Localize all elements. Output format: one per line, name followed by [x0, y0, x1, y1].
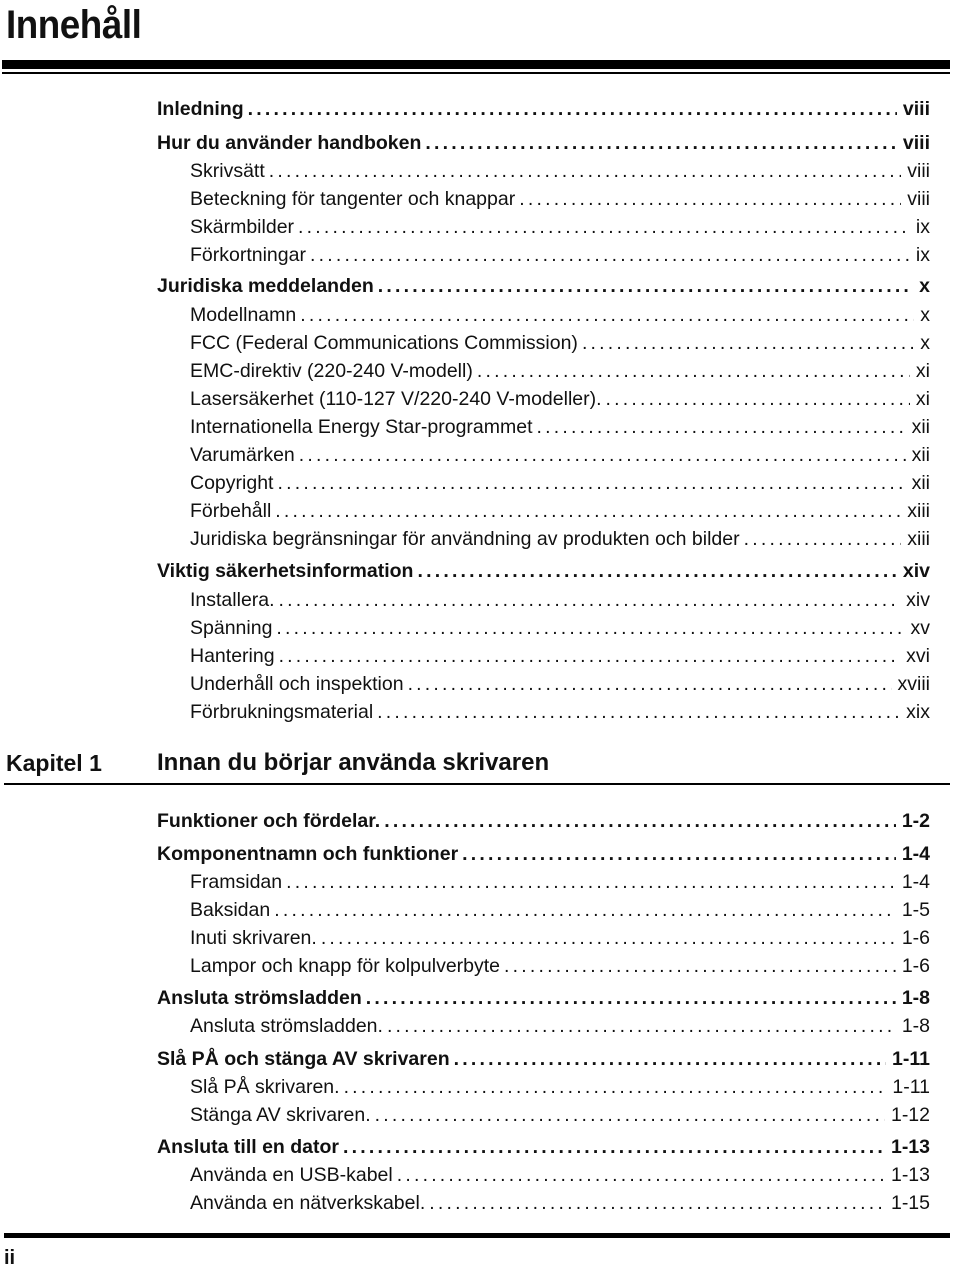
dot-leader	[279, 587, 901, 613]
toc-entry-label: Lampor och knapp för kolpulverbyte	[190, 955, 501, 977]
toc-entry-page: xvi	[906, 645, 930, 667]
title-rule	[2, 60, 950, 69]
toc-entry-page: 1-12	[890, 1104, 930, 1126]
toc-entry[interactable]	[190, 498, 930, 524]
toc-entry[interactable]	[190, 414, 930, 440]
dot-leader	[744, 526, 902, 552]
toc-entry[interactable]	[190, 302, 930, 328]
toc-entry-page: xix	[906, 701, 930, 723]
toc-entry[interactable]	[190, 953, 930, 979]
dot-leader	[366, 985, 896, 1011]
dot-leader	[519, 186, 901, 212]
dot-leader	[277, 470, 905, 496]
toc-entry-page: 1-4	[901, 871, 930, 893]
toc-entry-page: ix	[915, 216, 930, 238]
dot-leader	[582, 330, 914, 356]
toc-entry-page: xiii	[907, 528, 930, 550]
toc-entry[interactable]	[190, 1013, 930, 1039]
toc-entry-label: Förbehåll	[190, 500, 272, 522]
toc-entry-page: xviii	[897, 673, 930, 695]
dot-leader	[299, 442, 906, 468]
toc-entry-label: Inledning	[157, 98, 244, 120]
title-rule-thin	[2, 72, 950, 74]
footer-rule	[4, 1233, 950, 1238]
toc-entry-page: viii	[907, 160, 930, 182]
dot-leader	[377, 699, 900, 725]
dot-leader	[387, 1013, 896, 1039]
dot-leader	[321, 925, 896, 951]
toc-entry-label: Varumärken	[190, 444, 295, 466]
toc-entry-label: Beteckning för tangenter och knappar	[190, 188, 516, 210]
toc-entry[interactable]	[157, 558, 930, 584]
toc-entry-label: Förbrukningsmaterial	[190, 701, 374, 723]
dot-leader	[384, 808, 896, 834]
toc-entry-label: Ansluta strömsladden	[157, 987, 362, 1009]
dot-leader	[417, 558, 896, 584]
toc-entry-label: Viktig säkerhetsinformation	[157, 560, 414, 582]
toc-entry[interactable]	[190, 470, 930, 496]
dot-leader	[429, 1190, 885, 1216]
toc-entry[interactable]	[157, 273, 930, 299]
toc-entry-page: 1-5	[901, 899, 930, 921]
dot-leader	[298, 214, 910, 240]
toc-entry-label: Lasersäkerhet (110-127 V/220-240 V-modeller).	[190, 388, 602, 410]
toc-entry-label: Ansluta till en dator	[157, 1136, 340, 1158]
toc-entry[interactable]	[190, 1102, 930, 1128]
toc-entry-page: xii	[911, 444, 930, 466]
toc-entry-page: 1-6	[901, 955, 930, 977]
toc-entry-label: Använda en nätverkskabel.	[190, 1192, 426, 1214]
toc-entry-page: xiv	[906, 589, 930, 611]
toc-entry-page: x	[920, 304, 930, 326]
dot-leader	[343, 1134, 885, 1160]
toc-entry-label: Hantering	[190, 645, 275, 667]
dot-leader	[425, 130, 897, 156]
toc-entry[interactable]	[190, 442, 930, 468]
dot-leader	[275, 498, 901, 524]
toc-entry-label: Stänga AV skrivaren.	[190, 1104, 371, 1126]
toc-entry[interactable]	[190, 242, 930, 268]
toc-entry[interactable]	[157, 841, 930, 867]
toc-entry-label: Spänning	[190, 617, 273, 639]
toc-entry-page: viii	[902, 132, 930, 154]
dot-leader	[344, 1074, 887, 1100]
toc-entry-page: xiv	[902, 560, 930, 582]
toc-entry[interactable]	[157, 1046, 930, 1072]
toc-entry[interactable]	[190, 526, 930, 552]
dot-leader	[462, 841, 896, 867]
toc-entry-page: 1-15	[890, 1192, 930, 1214]
dot-leader	[606, 386, 910, 412]
toc-entry-label: Slå PÅ och stänga AV skrivaren	[157, 1048, 450, 1070]
toc-entry[interactable]	[190, 615, 930, 641]
toc-entry[interactable]	[190, 1074, 930, 1100]
toc-entry-page: xiii	[907, 500, 930, 522]
toc-entry-page: xv	[910, 617, 930, 639]
toc-entry[interactable]	[190, 897, 930, 923]
toc-entry-page: viii	[902, 98, 930, 120]
toc-entry-label: Funktioner och fördelar.	[157, 810, 381, 832]
toc-entry-label: Ansluta strömsladden.	[190, 1015, 383, 1037]
toc-entry-page: xii	[911, 416, 930, 438]
chapter-title[interactable]: Innan du börjar använda skrivaren	[157, 749, 550, 776]
toc-entry-page: 1-4	[901, 843, 930, 865]
toc-entry-label: Använda en USB-kabel	[190, 1164, 393, 1186]
toc-entry[interactable]	[190, 869, 930, 895]
dot-leader	[504, 953, 896, 979]
toc-entry-label: Skrivsätt	[190, 160, 265, 182]
toc-entry-label: Modellnamn	[190, 304, 297, 326]
toc-entry[interactable]	[190, 186, 930, 212]
toc-entry-label: EMC-direktiv (220-240 V-modell)	[190, 360, 473, 382]
toc-entry-page: 1-8	[901, 1015, 930, 1037]
toc-entry-page: x	[919, 275, 930, 297]
dot-leader	[408, 671, 892, 697]
toc-entry-page: xi	[915, 360, 930, 382]
toc-entry[interactable]	[190, 1162, 930, 1188]
chapter-label: Kapitel 1	[6, 750, 102, 776]
dot-leader	[397, 1162, 885, 1188]
toc-entry-label: Internationella Energy Star-programmet	[190, 416, 533, 438]
dot-leader	[269, 158, 901, 184]
toc-entry-page: 1-13	[890, 1164, 930, 1186]
toc-entry[interactable]	[157, 985, 930, 1011]
toc-entry[interactable]	[190, 925, 930, 951]
toc-entry[interactable]	[190, 330, 930, 356]
toc-entry-label: Installera.	[190, 589, 275, 611]
toc-entry-label: Juridiska meddelanden	[157, 275, 374, 297]
toc-entry-page: 1-2	[901, 810, 930, 832]
dot-leader	[537, 414, 906, 440]
dot-leader	[279, 643, 901, 669]
toc-entry[interactable]	[190, 1190, 930, 1216]
toc-entry-page: ix	[915, 244, 930, 266]
dot-leader	[248, 96, 897, 122]
toc-entry-page: x	[920, 332, 930, 354]
toc-entry[interactable]	[157, 808, 930, 834]
dot-leader	[477, 358, 910, 384]
toc-entry[interactable]	[190, 699, 930, 725]
chapter-rule	[4, 783, 950, 785]
toc-entry-label: Komponentnamn och funktioner	[157, 843, 459, 865]
dot-leader	[276, 615, 904, 641]
toc-entry-page: viii	[907, 188, 930, 210]
toc-entry-label: Underhåll och inspektion	[190, 673, 404, 695]
dot-leader	[274, 897, 896, 923]
toc-entry-label: Förkortningar	[190, 244, 306, 266]
toc-entry-label: FCC (Federal Communications Commission)	[190, 332, 578, 354]
toc-entry-label: Hur du använder handboken	[157, 132, 422, 154]
toc-entry-label: Skärmbilder	[190, 216, 295, 238]
toc-entry-page: 1-6	[901, 927, 930, 949]
dot-leader	[300, 302, 914, 328]
toc-entry[interactable]	[190, 158, 930, 184]
toc-entry-label: Juridiska begränsningar för användning av produkten och bilder	[190, 528, 740, 550]
toc-entry[interactable]	[157, 130, 930, 156]
toc-entry-label: Framsidan	[190, 871, 283, 893]
toc-entry[interactable]	[190, 214, 930, 240]
dot-leader	[375, 1102, 885, 1128]
toc-entry[interactable]	[190, 386, 930, 412]
toc-entry-label: Baksidan	[190, 899, 271, 921]
dot-leader	[378, 273, 913, 299]
page-number: ii	[4, 1247, 16, 1269]
toc-entry-label: Copyright	[190, 472, 274, 494]
toc-entry[interactable]	[190, 358, 930, 384]
toc-entry[interactable]	[190, 587, 930, 613]
toc-entry-label: Slå PÅ skrivaren.	[190, 1076, 340, 1098]
toc-entry-page: 1-8	[901, 987, 930, 1009]
toc-entry[interactable]	[190, 643, 930, 669]
toc-entry[interactable]	[157, 1134, 930, 1160]
toc-entry-page: 1-11	[892, 1048, 930, 1070]
toc-entry[interactable]	[157, 96, 930, 122]
page-title: Innehåll	[6, 3, 142, 47]
dot-leader	[286, 869, 896, 895]
toc-entry-page: xi	[915, 388, 930, 410]
dot-leader	[454, 1046, 886, 1072]
toc-entry-page: 1-11	[892, 1076, 930, 1098]
dot-leader	[310, 242, 910, 268]
toc-entry-page: xii	[911, 472, 930, 494]
toc-entry-page: 1-13	[890, 1136, 930, 1158]
toc-entry-label: Inuti skrivaren.	[190, 927, 317, 949]
toc-entry[interactable]	[190, 671, 930, 697]
